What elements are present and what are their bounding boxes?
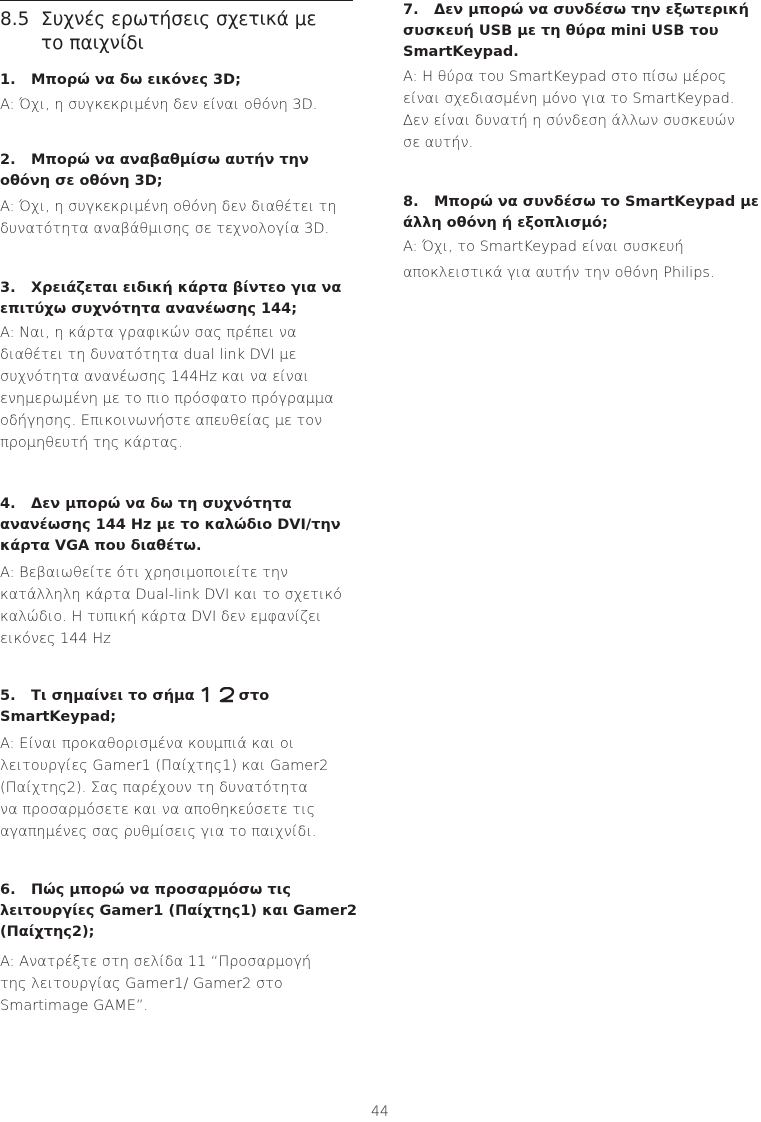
faq-question-8: 8. Μπορώ να συνδέσω το SmartKeypad με άλλη οθόνη ή εξοπλισμό; — [403, 194, 759, 231]
faq-question-7: 7. Δεν μπορώ να συνδέσω την εξωτερική συσκευή USB με τη θύρα mini USB του SmartKeypad. — [403, 2, 749, 60]
faq-question-6: 6. Πώς μπορώ να προσαρμόσω τις λειτουργίες Gamer1 (Παίχτης1) και Gamer2 (Παίχτης2); — [0, 882, 357, 940]
faq-question-1: 1. Μπορώ να δω εικόνες 3D; — [0, 72, 241, 88]
faq-answer-1: A: Όχι, η συγκεκριμένη δεν είναι οθόνη 3D. — [0, 97, 318, 113]
section-title-line1: Συχνές ερωτήσεις σχετικά με — [41, 9, 317, 30]
faq-question-2: 2. Μπορώ να αναβαθμίσω αυτήν την οθόνη σε οθόνη 3D; — [0, 152, 309, 189]
faq-answer-8: A: Όχι, το SmartKeypad είναι συσκευή αποκλειστικά για αυτήν την οθόνη Philips. — [403, 239, 715, 281]
faq-question-5: 5. Τι σημαίνει το σήμα στο SmartKeypad; — [0, 688, 270, 725]
faq-answer-4: A: Βεβαιωθείτε ότι χρησιμοποιείτε την κατάλληλη κάρτα Dual-link DVI και το σχετικό καλώδιο. Η τυπική κάρτα DVI δεν εμφανίζει εικόνες 144 Hz — [0, 565, 342, 647]
faq-answer-6: A: Ανατρέξτε στη σελίδα 11 “Προσαρμογή της λειτουργίας Gamer1/ Gamer2 στο Smartimage GAME”. — [0, 954, 312, 1014]
faq-answer-3: A: Ναι, η κάρτα γραφικών σας πρέπει να διαθέτει τη δυνατότητα dual link DVI με συχνότητα ανανέωσης 144Hz και να είναι ενημερωμένη με το πιο πρόσφατο πρόγραμμα οδήγησης. Επικοινωνήστε απευθείας με τον προμηθευτή της κάρτας. — [0, 325, 334, 451]
section-rule — [0, 0, 353, 1]
faq-answer-2: A: Όχι, η συγκεκριμένη οθόνη δεν διαθέτει τη δυνατότητα αναβάθμισης σε τεχνολογία 3D. — [0, 199, 337, 237]
page-number: 44 — [371, 1104, 389, 1120]
section-number: 8.5 — [0, 9, 30, 30]
faq-question-4: 4. Δεν μπορώ να δω τη συχνότητα ανανέωσης 144 Hz με το καλώδιο DVI/την κάρτα VGA που διαθέτω. — [0, 496, 341, 554]
section-title-line2: το παιχνίδι — [41, 33, 144, 54]
faq-question-3: 3. Χρειάζεται ειδική κάρτα βίντεο για να επιτύχω συχνότητα ανανέωσης 144; — [0, 280, 342, 317]
gamer-1-2-keys-icon — [199, 687, 235, 703]
faq-answer-7: A: Η θύρα του SmartKeypad στο πίσω μέρος είναι σχεδιασμένη μόνο για το SmartKeypad. Δεν είναι δυνατή η σύνδεση άλλων συσκευών σε αυτήν. — [403, 69, 735, 151]
faq-answer-5: A: Είναι προκαθορισμένα κουμπιά και οι λειτουργίες Gamer1 (Παίχτης1) και Gamer2 (Παίχτης2). Σας παρέχουν τη δυνατότητα να προσαρμόσετε και να αποθηκεύσετε τις αγαπημένες σας ρυθμίσεις για το παιχνίδι. — [0, 736, 329, 840]
